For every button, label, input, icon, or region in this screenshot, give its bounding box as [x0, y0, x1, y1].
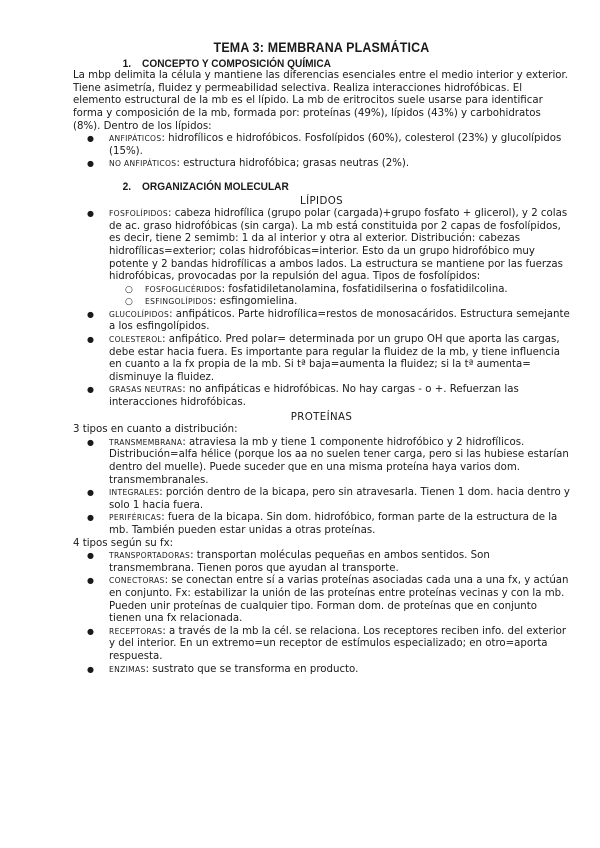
item-text: : fosfatidiletanolamina, fosfatidilserina o fosfatidilcolina.: [221, 283, 508, 295]
intro-paragraph: La mbp delimita la célula y mantiene las diferencias esenciales entre el medio interior y exterior. Tiene asimetría, fluidez y permeabilidad selectiva. Realiza interacciones hidrofóbicas. El elemento estructural de la mb es el lípido. La mb de eritrocitos suele usarse para identificar forma y composición de la mb, formada por: proteínas (49%), lípidos (43%) y carbohidratos (8%). Dentro de los lípidos:: [73, 70, 569, 132]
lipid-types-list: [73, 208, 570, 410]
protein-distribution-list: [73, 437, 570, 538]
term-label: ENZIMAS: [109, 664, 146, 674]
item-text: : se conectan entre sí a varias proteínas asociadas cada una a una fx, y actúan en conjunto. Fx: estabilizar la unión de las proteínas entre proteínas vecinas y con la mb. Pueden unir proteínas de cualquier tipo. Forman dom. de proteínas que en conjunto tienen una fx relacionada.: [109, 575, 569, 625]
item-text: : hidrofílicos e hidrofóbicos. Fosfolípidos (60%), colesterol (23%) y glucolípidos (15%).: [109, 133, 562, 157]
protein-function-list: [73, 550, 570, 676]
item-text: : estructura hidrofóbica; grasas neutras (2%).: [176, 158, 410, 170]
term-label: ESFINGOLÍPIDOS: [145, 297, 213, 307]
subheading-proteinas: PROTEÍNAS: [290, 411, 353, 423]
section-heading-text: CONCEPTO Y COMPOSICIÓN QUÍMICA: [142, 57, 331, 70]
term-label: PERIFÉRICAS: [109, 513, 162, 523]
item-text: : anfipáticos. Parte hidrofílica=restos de monosacáridos. Estructura semejante a los esfingolípidos.: [109, 308, 570, 333]
sub-list-item: [145, 284, 570, 297]
list-item: [109, 384, 570, 409]
section-heading-text: ORGANIZACIÓN MOLECULAR: [142, 180, 289, 193]
term-label: NO ANFIPÁTICOS: [109, 159, 177, 169]
term-label: RECEPTORAS: [109, 626, 163, 636]
term-label: TRANSPORTADORAS: [109, 551, 191, 561]
item-text: : sustrato que se transforma en producto.: [145, 663, 359, 675]
section-number: 2.: [122, 180, 132, 193]
term-label: FOSFOLÍPIDOS: [109, 209, 169, 219]
item-text: : fuera de la bicapa. Sin dom. hidrofóbico, forman parte de la estructura de la mb. También pueden estar unidas a otras proteínas.: [109, 512, 558, 536]
phospholipid-subtypes-list: [109, 284, 570, 309]
function-intro: 4 tipos según su fx:: [73, 537, 174, 549]
item-text: : cabeza hidrofílica (grupo polar (cargada)+grupo fosfato + glicerol), y 2 colas de ac. graso hidrofóbicas (sin carga). La mb está constituida por 2 capas de fosfolípidos, es decir, tiene 2 semimb: 1 da al interior y otra al exterior. Distribución: cabezas hidrofílicas=exterior; colas hidrofóbicas=interior. Esto da un grupo hidrofóbico muy potente y 2 bandas hidrofílicas a ambos lados. La estructura se mantiene por las fuerzas hidrofóbicas, provocadas por la repulsión del agua. Tipos de fosfolípidos:: [109, 208, 568, 283]
list-item: [109, 550, 570, 575]
item-text: : transportan moléculas pequeñas en ambos sentidos. Son transmembrana. Tienen poros que ayudan al transporte.: [109, 550, 490, 574]
item-text: : a través de la mb la cél. se relaciona. Los receptores reciben info. del exterior y del interior. En un extremo=un receptor de estímulos especializado; en otro=aporta respuesta.: [109, 625, 567, 662]
term-label: GRASAS NEUTRAS: [109, 385, 183, 395]
term-label: FOSFOGLICÉRIDOS: [145, 284, 222, 294]
list-item: [109, 334, 570, 384]
list-item: [109, 208, 570, 309]
item-text: : no anfipáticas e hidrofóbicas. No hay cargas - o +. Refuerzan las interacciones hidrofóbicas.: [109, 384, 519, 409]
term-label: INTEGRALES: [109, 488, 160, 498]
list-item: [109, 309, 570, 334]
sub-list-item: [145, 296, 570, 309]
spacer: [73, 171, 570, 181]
lipid-composition-list: [73, 133, 570, 171]
term-label: GLUCOLÍPIDOS: [109, 309, 170, 319]
section-heading-concepto: [73, 58, 530, 71]
section-heading-organizacion: [73, 181, 530, 194]
section-number: 1.: [122, 57, 132, 70]
item-text: : atraviesa la mb y tiene 1 componente hidrofóbico y 2 hidrofílicos. Distribución=alfa hélice (porque los aa no suelen tener carga, pero si las hubiese estarían dentro del muelle). Puede suceder que en una misma proteína haya varios dom. transmembranales.: [109, 436, 569, 486]
item-text: : anfipático. Pred polar= determinada por un grupo OH que aporta las cargas, debe estar hacia fuera. Es importante para regular la fluidez de la mb, y tiene influencia en cuanto a la fx propia de la mb. Si tª baja=aumenta la fluidez; si la tª aumenta= disminuye la fluidez.: [109, 334, 561, 383]
list-item: [109, 437, 570, 487]
list-item: [109, 512, 570, 537]
term-label: ANFIPÁTICOS: [109, 134, 162, 144]
item-text: : esfingomielina.: [212, 296, 298, 308]
term-label: TRANSMEMBRANA: [109, 437, 183, 447]
list-item: [109, 664, 570, 677]
list-item: [109, 133, 570, 158]
distribution-intro: 3 tipos en cuanto a distribución:: [73, 424, 238, 436]
document-title: TEMA 3: MEMBRANA PLASMÁTICA: [213, 40, 430, 55]
item-text: : porción dentro de la bicapa, pero sin atravesarla. Tienen 1 dom. hacia dentro y solo 1 hacia fuera.: [109, 487, 570, 511]
term-label: COLESTEROL: [109, 335, 163, 345]
subheading-lipidos: LÍPIDOS: [300, 195, 343, 207]
term-label: CONECTORAS: [109, 576, 165, 586]
list-item: [109, 487, 570, 512]
list-item: [109, 626, 570, 664]
list-item: [109, 158, 570, 171]
list-item: [109, 575, 570, 625]
